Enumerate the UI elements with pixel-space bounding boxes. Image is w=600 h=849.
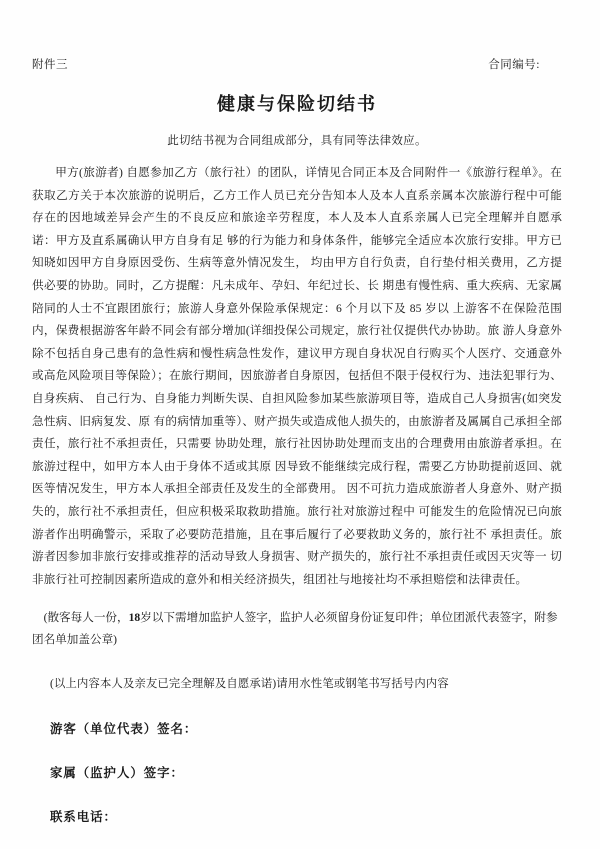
contract-number-label: 合同编号: — [488, 59, 540, 71]
signature-requirement-note — [32, 607, 562, 651]
attachment-label: 附件三 — [32, 59, 68, 71]
signature-block — [32, 719, 562, 825]
note-prefix: (散客每人一份， — [43, 611, 129, 625]
guardian-signature-line: 家属（监护人）签字： — [50, 766, 184, 781]
note-age-value: 18 — [128, 611, 141, 625]
handwriting-instruction: (以上内容本人及亲友已完全理解及自愿承诺)请用水性笔或钢笔书写括号内内容 — [50, 678, 449, 691]
traveler-signature-line: 游客（单位代表）签名： — [50, 722, 198, 737]
note-suffix: 岁以下需增加监护人签字，监护人必须留身份证复印件；单位团派代表签字，附参团名单加盖公章) — [32, 611, 558, 647]
main-clause-paragraph: 甲方(旅游者) 自愿参加乙方（旅行社）的团队，详情见合同正本及合同附件一《旅游行程单》。在获取乙方关于本次旅游的说明后，乙方工作人员已充分告知本人及本人直系亲属本次旅游行程中可能存在的因地域差异会产生的不良反应和旅途辛劳程度，本人及本人直系亲属人已完全理解并自愿承诺：甲方及直系属确认甲方自身有足 够的行为能力和身体条件，能够完全适应本次旅行安排。甲方已知晓如因甲方自身原因受伤、生病等意外情况发生， 均由甲方自行负责，自行垫付相关费用，乙方提供必要的协助。同时，乙方提醒：凡未成年、孕妇、年纪过长、长 期患有慢性病、重大疾病、无家属陪同的人士不宜跟团旅行；旅游人身意外保险承保规定：6 个月以下及 85 岁以 上游客不在保险范围内，保费根据游客年龄不同会有部分增加(详细投保公司规定，旅行社仅提供代办协助。旅 游人身意外除不包括自身己患有的急性病和慢性病急性发作，建议甲方现自身状况自行购买个人医疗、交通意外 或高危风险项目等保险）；在旅行期间，因旅游者自身原因，包括但不限于侵权行为、违法犯罪行为、自身疾病、 自己行为、自身能力判断失误、自担风险参加某些旅游项目等，造成自己人身损害(如突发急性病、旧病复发、原 有的病情加重等）、财产损失或造成他人损失的，由旅游者及属属自己承担全部责任，旅行社不承担责任，只需要 协助处理，旅行社因协助处理而支出的合理费用由旅游者承担。在旅游过程中，如甲方本人由于身体不适或其原 因导致不能继续完成行程，需要乙方协助提前返回、就医等情况发生，甲方本人承担全部责任及发生的全部费用。 因不可抗力造成旅游者人身意外、财产损失的，旅行社不承担责任，但应积极采取救助措施。旅行社对旅游过程中 可能发生的危险情况已向旅游者作出明确警示，采取了必要防范措施，且在事后履行了必要救助义务的，旅行社不 承担责任。旅游者因参加非旅行安排或推荐的活动导致人身损害、财产损失的，旅行社不承担责任或因天灾等一 切非旅行社可控制因素所造成的意外和相关经济损失，组团社与地接社均不承担赔偿和法律责任。 — [32, 166, 562, 586]
contact-phone-line: 联系电话： — [50, 810, 117, 825]
page-title: 健康与保险切结书 — [217, 94, 377, 114]
legal-effect-note: 此切结书视为合同组成部分，具有同等法律效应。 — [167, 135, 427, 147]
document-header — [32, 56, 562, 72]
